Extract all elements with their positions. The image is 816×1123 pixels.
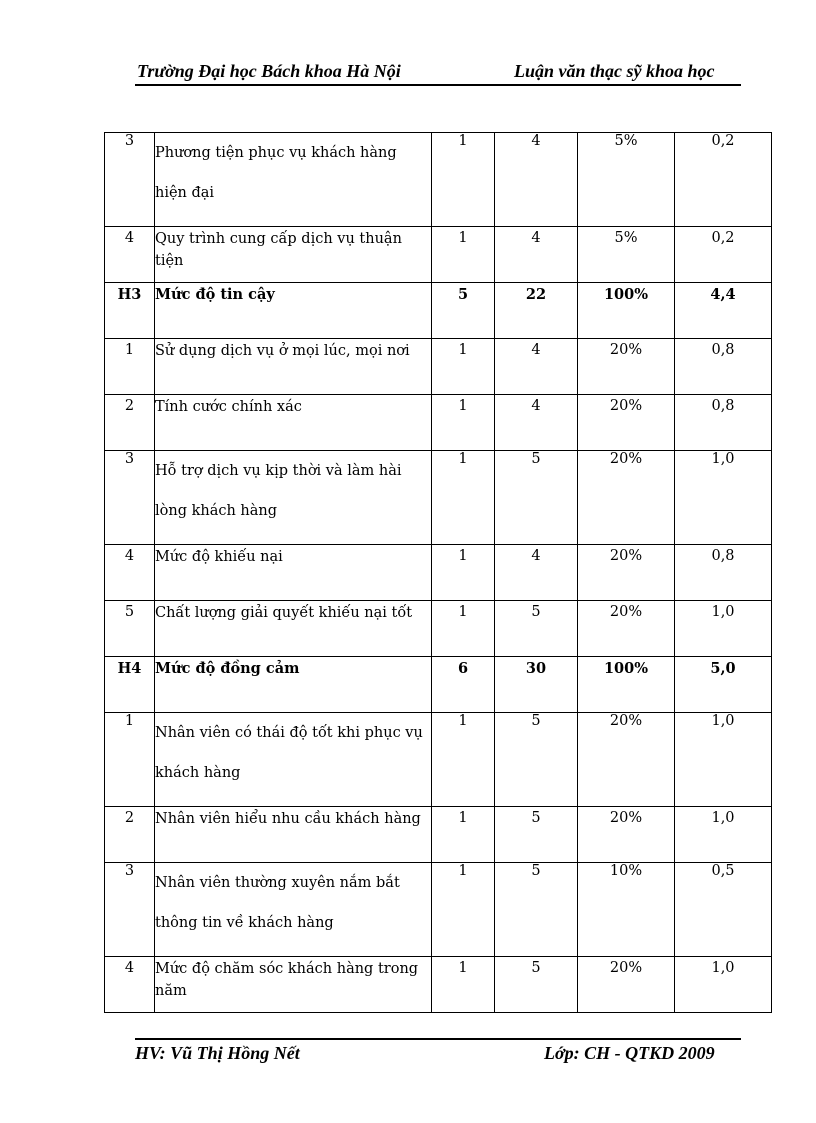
criterion-count: 1 (432, 545, 495, 601)
criterion-weight: 20% (578, 395, 675, 451)
criterion-description: Chất lượng giải quyết khiếu nại tốt (155, 601, 432, 657)
criterion-score: 0,2 (675, 227, 772, 283)
criterion-count: 1 (432, 133, 495, 227)
table-row (105, 807, 772, 863)
criterion-points: 5 (495, 713, 578, 807)
row-number: 2 (105, 807, 155, 863)
criterion-score: 0,8 (675, 395, 772, 451)
criterion-points: 5 (495, 863, 578, 957)
criterion-description: Nhân viên thường xuyên nắm bắt thông tin về khách hàng (155, 863, 432, 957)
row-number: 1 (105, 713, 155, 807)
criterion-count: 6 (432, 657, 495, 713)
table-row (105, 133, 772, 227)
row-number: 2 (105, 395, 155, 451)
criterion-count: 1 (432, 227, 495, 283)
criterion-count: 1 (432, 451, 495, 545)
row-number: 4 (105, 957, 155, 1013)
footer-rule (135, 1038, 741, 1040)
criterion-weight: 20% (578, 339, 675, 395)
header-school-name: Trường Đại học Bách khoa Hà Nội (137, 61, 401, 81)
criterion-score: 0,2 (675, 133, 772, 227)
criterion-weight: 5% (578, 227, 675, 283)
criterion-description: Mức độ đồng cảm (155, 657, 432, 713)
table-row (105, 713, 772, 807)
table-row (105, 545, 772, 601)
criterion-score: 1,0 (675, 957, 772, 1013)
criterion-score: 1,0 (675, 601, 772, 657)
criterion-score: 1,0 (675, 807, 772, 863)
row-number: 3 (105, 133, 155, 227)
criterion-score: 4,4 (675, 283, 772, 339)
footer-student-name: HV: Vũ Thị Hồng Nết (135, 1043, 300, 1063)
criterion-score: 0,8 (675, 545, 772, 601)
criterion-points: 4 (495, 227, 578, 283)
criterion-description: Mức độ tin cậy (155, 283, 432, 339)
row-number: 3 (105, 863, 155, 957)
criterion-points: 22 (495, 283, 578, 339)
criterion-score: 1,0 (675, 451, 772, 545)
row-number: H3 (105, 283, 155, 339)
criterion-score: 5,0 (675, 657, 772, 713)
criterion-score: 0,5 (675, 863, 772, 957)
row-number: 1 (105, 339, 155, 395)
criterion-description: Mức độ chăm sóc khách hàng trong năm (155, 957, 432, 1013)
criterion-description: Phương tiện phục vụ khách hàng hiện đại (155, 133, 432, 227)
table-row (105, 601, 772, 657)
criteria-table (104, 132, 772, 1013)
table-row (105, 957, 772, 1013)
criterion-count: 5 (432, 283, 495, 339)
table-row (105, 395, 772, 451)
criterion-description: Nhân viên hiểu nhu cầu khách hàng (155, 807, 432, 863)
criterion-description: Sử dụng dịch vụ ở mọi lúc, mọi nơi (155, 339, 432, 395)
table-group-row (105, 657, 772, 713)
criterion-weight: 100% (578, 283, 675, 339)
criterion-weight: 20% (578, 601, 675, 657)
criterion-points: 4 (495, 395, 578, 451)
criterion-count: 1 (432, 339, 495, 395)
row-number: 4 (105, 545, 155, 601)
criteria-table-body (105, 133, 772, 1013)
criterion-points: 5 (495, 807, 578, 863)
criterion-weight: 5% (578, 133, 675, 227)
row-number: 3 (105, 451, 155, 545)
table-row (105, 227, 772, 283)
table-row (105, 451, 772, 545)
criterion-points: 4 (495, 133, 578, 227)
criterion-weight: 20% (578, 545, 675, 601)
criterion-score: 1,0 (675, 713, 772, 807)
table-row (105, 339, 772, 395)
criterion-points: 5 (495, 451, 578, 545)
criterion-description: Mức độ khiếu nại (155, 545, 432, 601)
row-number: H4 (105, 657, 155, 713)
row-number: 4 (105, 227, 155, 283)
criterion-count: 1 (432, 713, 495, 807)
criterion-description: Tính cước chính xác (155, 395, 432, 451)
footer-class-name: Lớp: CH - QTKD 2009 (544, 1043, 715, 1063)
criterion-points: 5 (495, 957, 578, 1013)
header-thesis-type: Luận văn thạc sỹ khoa học (514, 61, 715, 81)
criterion-count: 1 (432, 863, 495, 957)
criterion-description: Nhân viên có thái độ tốt khi phục vụ khách hàng (155, 713, 432, 807)
criterion-points: 5 (495, 601, 578, 657)
header-rule (135, 84, 741, 86)
criterion-count: 1 (432, 601, 495, 657)
criterion-weight: 20% (578, 713, 675, 807)
criterion-count: 1 (432, 807, 495, 863)
criterion-points: 4 (495, 545, 578, 601)
table-row (105, 863, 772, 957)
row-number: 5 (105, 601, 155, 657)
criterion-points: 30 (495, 657, 578, 713)
criterion-description: Quy trình cung cấp dịch vụ thuận tiện (155, 227, 432, 283)
criterion-weight: 20% (578, 451, 675, 545)
table-group-row (105, 283, 772, 339)
criterion-count: 1 (432, 395, 495, 451)
criterion-score: 0,8 (675, 339, 772, 395)
criterion-weight: 100% (578, 657, 675, 713)
criterion-weight: 10% (578, 863, 675, 957)
criterion-count: 1 (432, 957, 495, 1013)
criterion-description: Hỗ trợ dịch vụ kịp thời và làm hài lòng khách hàng (155, 451, 432, 545)
criterion-points: 4 (495, 339, 578, 395)
criterion-weight: 20% (578, 807, 675, 863)
criterion-weight: 20% (578, 957, 675, 1013)
